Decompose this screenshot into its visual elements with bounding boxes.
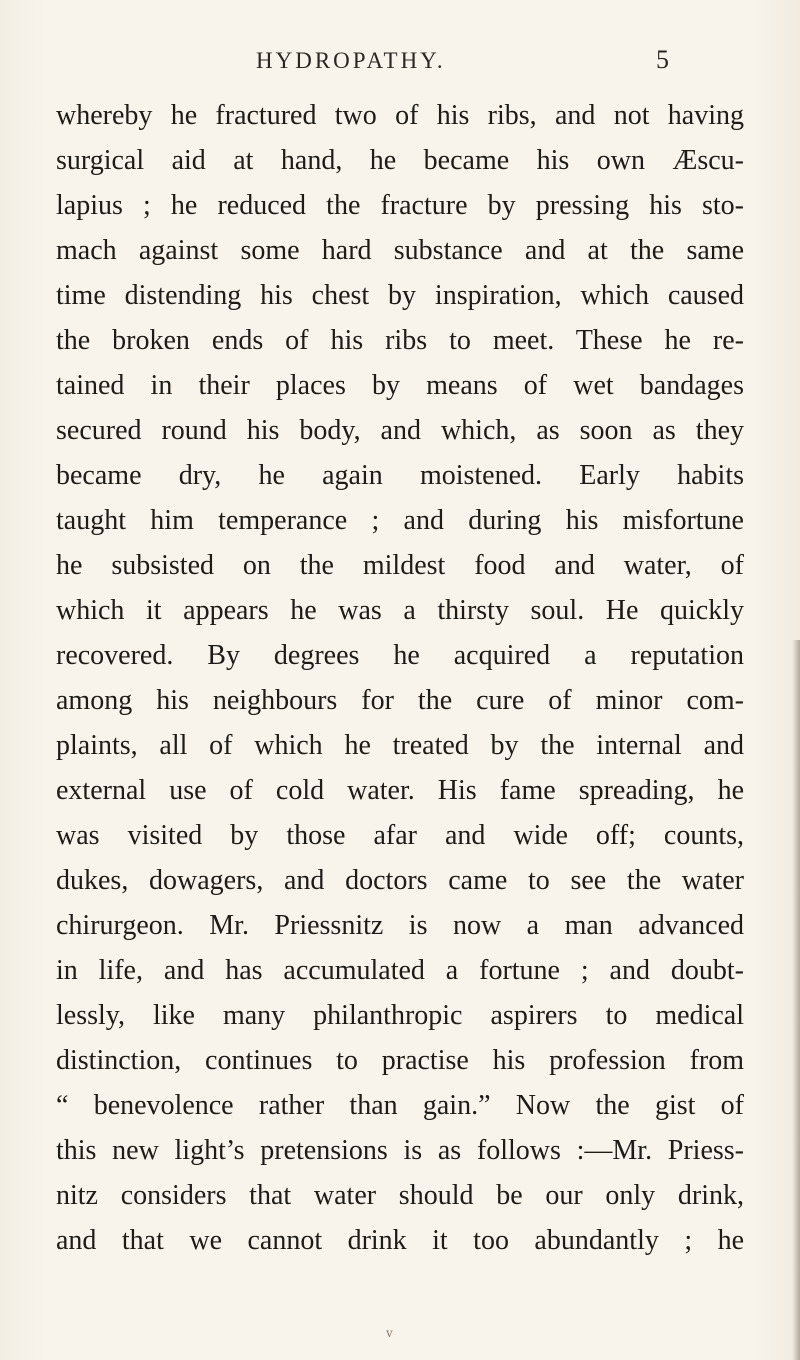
- text-line: which it appears he was a thirsty soul. He quickly: [56, 595, 744, 626]
- text-line: among his neighbours for the cure of minor com-: [56, 685, 744, 716]
- text-line: became dry, he again moistened. Early habits: [56, 460, 744, 491]
- page-edge-shadow: [792, 640, 800, 1360]
- text-line: this new light’s pretensions is as follows :—Mr. Priess-: [56, 1135, 744, 1166]
- text-line: taught him temperance ; and during his misfortune: [56, 505, 744, 536]
- running-head: HYDROPATHY.: [256, 48, 446, 73]
- signature-mark: v: [386, 1326, 393, 1340]
- text-line: the broken ends of his ribs to meet. These he re-: [56, 325, 744, 356]
- text-line: mach against some hard substance and at the same: [56, 235, 744, 266]
- text-line: external use of cold water. His fame spreading, he: [56, 775, 744, 806]
- text-line: chirurgeon. Mr. Priessnitz is now a man advanced: [56, 910, 744, 941]
- text-line: nitz considers that water should be our only drink,: [56, 1180, 744, 1211]
- text-line: was visited by those afar and wide off; counts,: [56, 820, 744, 851]
- text-line: surgical aid at hand, he became his own Æscu-: [56, 145, 744, 176]
- text-line: he subsisted on the mildest food and water, of: [56, 550, 744, 581]
- text-line: “ benevolence rather than gain.” Now the gist of: [56, 1090, 744, 1121]
- text-line: lapius ; he reduced the fracture by pressing his sto-: [56, 190, 744, 221]
- text-line: time distending his chest by inspiration, which caused: [56, 280, 744, 311]
- text-line: in life, and has accumulated a fortune ; and doubt-: [56, 955, 744, 986]
- text-line: plaints, all of which he treated by the internal and: [56, 730, 744, 761]
- text-line: distinction, continues to practise his profession from: [56, 1045, 744, 1076]
- text-line: secured round his body, and which, as soon as they: [56, 415, 744, 446]
- text-line: dukes, dowagers, and doctors came to see the water: [56, 865, 744, 896]
- text-line: whereby he fractured two of his ribs, and not having: [56, 100, 744, 131]
- text-line: tained in their places by means of wet bandages: [56, 370, 744, 401]
- text-line: and that we cannot drink it too abundantly ; he: [56, 1225, 744, 1256]
- text-line: recovered. By degrees he acquired a reputation: [56, 640, 744, 671]
- page-number: 5: [656, 45, 669, 74]
- text-line: lessly, like many philanthropic aspirers to medical: [56, 1000, 744, 1031]
